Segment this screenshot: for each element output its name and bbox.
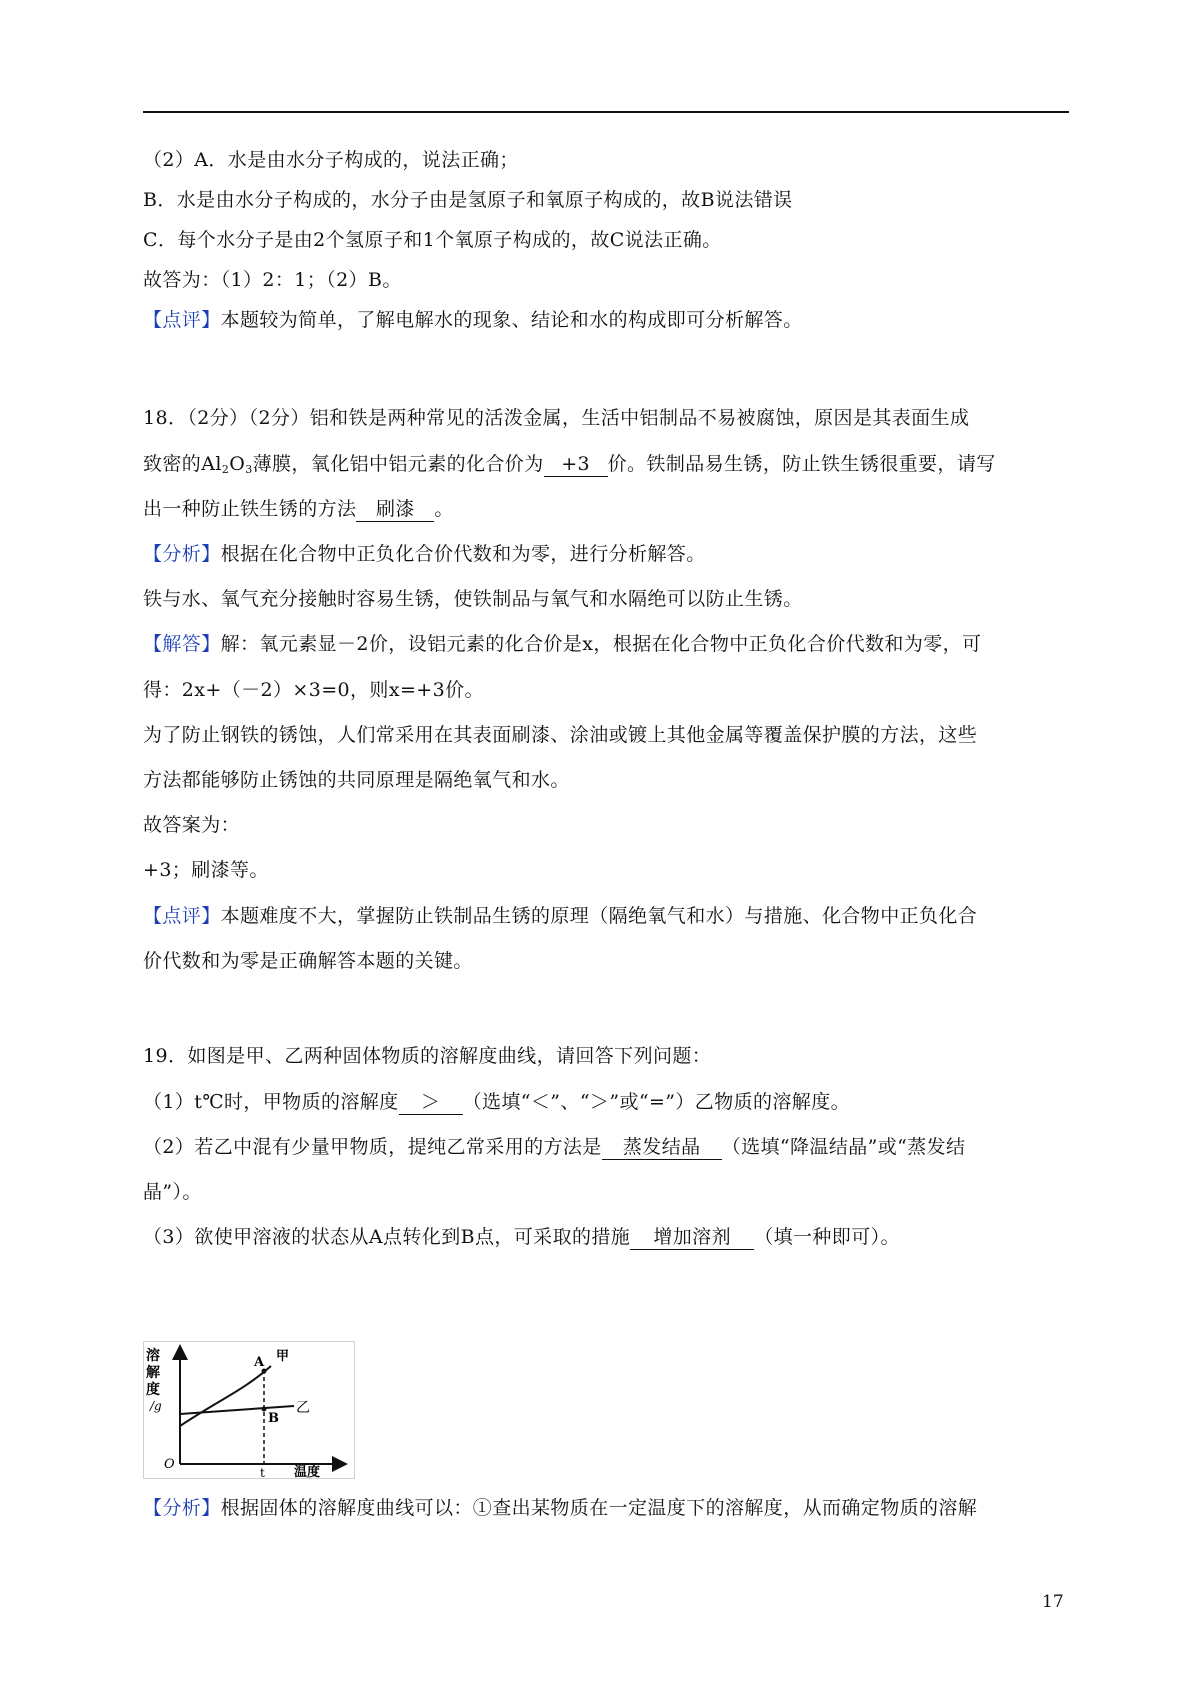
subscript: 2: [221, 463, 230, 476]
text-line: 铁与水、氧气充分接触时容易生锈，使铁制品与氧气和水隔绝可以防止生锈。: [143, 588, 803, 610]
comment-tag: 【点评】: [143, 905, 221, 927]
analysis-line: [143, 540, 1073, 568]
y-label-unit: /g: [150, 1399, 162, 1413]
question-18-line: 18．（2分）（2分）铝和铁是两种常见的活泼金属，生活中铝制品不易被腐蚀，原因是其表面生成: [143, 407, 970, 429]
curve-jia: [180, 1366, 271, 1426]
x-tick-t: t: [260, 1466, 265, 1478]
question-19-line: [143, 1133, 1073, 1161]
page-number: 17: [1042, 1592, 1064, 1612]
answer-blank: 刷漆: [356, 497, 434, 522]
text-line: 价代数和为零是正确解答本题的关键。: [143, 950, 473, 972]
curve-jia-label: 甲: [276, 1349, 290, 1364]
text-run: 。: [434, 498, 454, 520]
analysis-tag: 【分析】: [143, 543, 221, 565]
analysis-line: [143, 1494, 1073, 1522]
text-line: 晶”）。: [143, 1181, 202, 1203]
text-line: B．水是由水分子构成的，水分子由是氢原子和氧原子构成的，故B说法错误: [143, 189, 793, 211]
question-18-line: [143, 450, 1073, 484]
text-run: O: [229, 453, 246, 475]
text-run: 出一种防止铁生锈的方法: [143, 498, 357, 520]
solution-text: 解：氧元素显－2价，设铝元素的化合价是x，根据在化合物中正负化合价代数和为零，可: [220, 633, 982, 655]
question-19-line: [143, 1088, 1073, 1116]
comment-line: [143, 306, 1073, 334]
comment-text: 本题较为简单，了解电解水的现象、结论和水的构成即可分析解答。: [220, 309, 803, 331]
text-run: （选填“降温结晶”或“蒸发结: [721, 1136, 966, 1158]
analysis-tag: 【分析】: [143, 1497, 221, 1519]
point-a-label: A: [254, 1355, 265, 1370]
origin-label: O: [164, 1457, 175, 1472]
text-run: （选填“＜”、“＞”或“=”）乙物质的溶解度。: [462, 1091, 850, 1113]
answer-blank: 蒸发结晶: [602, 1135, 722, 1160]
question-18-line: [143, 495, 1073, 523]
text-line: 故答案为：: [143, 814, 241, 836]
y-label-char: 解: [146, 1365, 160, 1381]
question-19-line: 19．如图是甲、乙两种固体物质的溶解度曲线，请回答下列问题：: [143, 1045, 712, 1067]
text-run: 薄膜，氧化铝中铝元素的化合价为: [252, 453, 544, 475]
answer-blank: +3: [544, 452, 608, 477]
comment-line: [143, 902, 1073, 930]
text-line: 故答为：（1）2：1；（2）B。: [143, 269, 402, 291]
comment-text: 本题难度不大，掌握防止铁制品生锈的原理（隔绝氧气和水）与措施、化合物中正负化合: [220, 905, 978, 927]
solution-line: [143, 630, 1073, 658]
point-b-marker: [262, 1407, 267, 1412]
y-label-char: 度: [146, 1382, 160, 1398]
curve-yi-label: 乙: [296, 1400, 310, 1416]
text-line: +3；刷漆等。: [143, 859, 269, 881]
solubility-curve-figure: [143, 1341, 355, 1479]
solubility-curve-svg: [144, 1342, 354, 1478]
text-run: 致密的Al: [143, 453, 222, 475]
point-b-label: B: [268, 1411, 279, 1426]
text-run: （2）若乙中混有少量甲物质，提纯乙常采用的方法是: [143, 1136, 602, 1158]
question-19-line: [143, 1223, 1073, 1251]
analysis-text: 根据在化合物中正负化合价代数和为零，进行分析解答。: [220, 543, 706, 565]
subscript: 3: [245, 463, 253, 476]
comment-tag: 【点评】: [143, 309, 221, 331]
text-line: 方法都能够防止锈蚀的共同原理是隔绝氧气和水。: [143, 769, 570, 791]
x-axis-label: 温度: [294, 1465, 321, 1478]
text-line: 得：2x+（－2）×3=0，则x=+3价。: [143, 679, 484, 701]
text-line: C．每个水分子是由2个氢原子和1个氧原子构成的，故C说法正确。: [143, 229, 722, 251]
analysis-text: 根据固体的溶解度曲线可以：①查出某物质在一定温度下的溶解度，从而确定物质的溶解: [220, 1497, 978, 1519]
y-label-char: 溶: [146, 1348, 160, 1364]
text-run: （填一种即可）。: [754, 1226, 900, 1248]
text-run: 价。铁制品易生锈，防止铁生锈很重要，请写: [607, 453, 996, 475]
text-line: （2）A．水是由水分子构成的，说法正确；: [143, 149, 519, 171]
header-rule: [143, 111, 1069, 113]
solution-tag: 【解答】: [143, 633, 221, 655]
text-run: （3）欲使甲溶液的状态从A点转化到B点，可采取的措施: [143, 1226, 631, 1248]
text-run: （1）t℃时，甲物质的溶解度: [143, 1091, 399, 1113]
text-line: 为了防止钢铁的锈蚀，人们常采用在其表面刷漆、涂油或镀上其他金属等覆盖保护膜的方法，这些: [143, 724, 978, 746]
answer-blank: ＞: [399, 1090, 463, 1115]
answer-blank: 增加溶剂: [630, 1225, 754, 1250]
